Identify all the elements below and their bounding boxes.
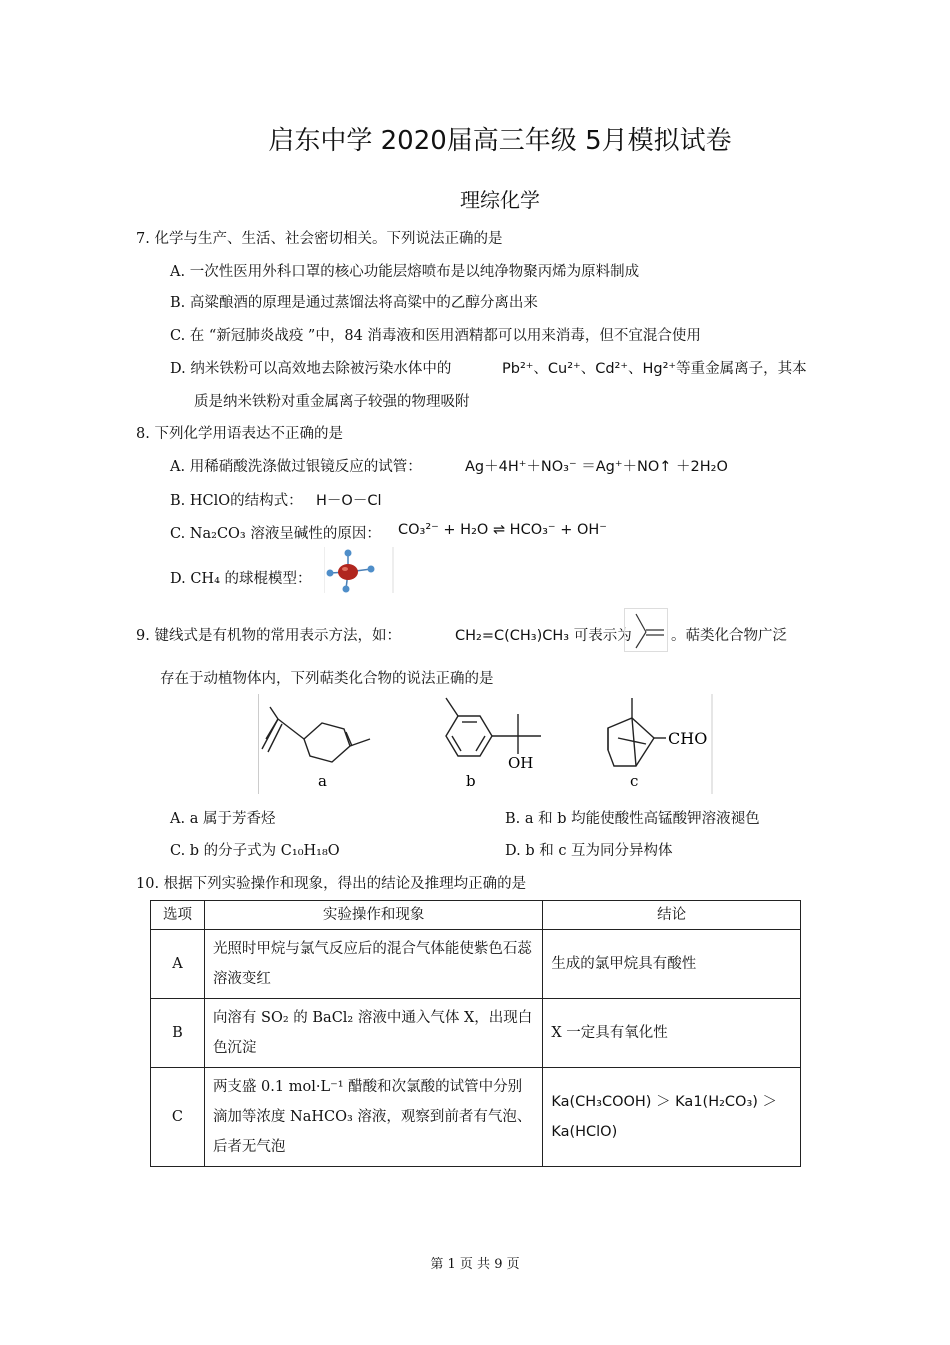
header-operation: 实验操作和现象 (204, 901, 542, 930)
row-b-operation: 向溶有 SO₂ 的 BaCl₂ 溶液中通入气体 X，出现白色沉淀 (204, 999, 542, 1068)
row-c-conclusion: Ka(CH₃COOH) ＞ Ka1(H₂CO₃) ＞ Ka(HClO) (543, 1068, 801, 1167)
ch4-ball-stick-model (324, 547, 394, 593)
experiment-table (150, 900, 801, 1167)
row-a-operation: 光照时甲烷与氯气反应后的混合气体能使紫色石蕊溶液变红 (204, 930, 542, 999)
q7-option-c: C. 在 “新冠肺炎战疫 ”中，84 消毒液和医用酒精都可以用来消毒，但不宜混合使用 (170, 328, 701, 344)
row-c-operation: 两支盛 0.1 mol·L⁻¹ 醋酸和次氯酸的试管中分别滴加等浓度 NaHCO₃ 溶液，观察到前者有气泡、后者无气泡 (204, 1068, 542, 1167)
terpene-structures-figure (258, 694, 713, 794)
table-row (151, 999, 801, 1068)
q9-stem-part2: 。萜类化合物广泛 (671, 628, 787, 644)
label-c: c (630, 772, 639, 790)
q9-option-a: A. a 属于芳香烃 (170, 811, 276, 827)
q8-option-a-equation: Ag＋4H⁺＋NO₃⁻ ＝Ag⁺＋NO↑ ＋2H₂O (465, 459, 728, 475)
header-conclusion: 结论 (543, 901, 801, 930)
q7-option-b: B. 高粱酿酒的原理是通过蒸馏法将高粱中的乙醇分离出来 (170, 295, 538, 311)
q8-option-b-formula: H－O－Cl (316, 493, 382, 509)
exam-subtitle: 理综化学 (460, 188, 540, 212)
q9-option-c: C. b 的分子式为 C₁₀H₁₈O (170, 843, 340, 859)
q7-option-a: A. 一次性医用外科口罩的核心功能层熔喷布是以纯净物聚丙烯为原料制成 (170, 264, 640, 280)
structure-a (262, 707, 370, 762)
q7-option-d-ions: Pb²⁺、Cu²⁺、Cd²⁺、Hg²⁺等重金属离子，其本 (502, 361, 807, 377)
row-b-conclusion: X 一定具有氧化性 (543, 999, 801, 1068)
q7-option-d-line1: D. 纳米铁粉可以高效地去除被污染水体中的 (170, 361, 452, 377)
structure-b (446, 698, 541, 756)
table-row (151, 930, 801, 999)
row-a-option: A (151, 930, 205, 999)
q9-stem-line2: 存在于动植物体内，下列萜类化合物的说法正确的是 (160, 671, 494, 687)
q8-stem: 8. 下列化学用语表达不正确的是 (136, 426, 343, 442)
row-b-option: B (151, 999, 205, 1068)
q8-option-c-label: C. Na₂CO₃ 溶液呈碱性的原因： (170, 526, 381, 542)
q9-stem-formula: CH₂=C(CH₃)CH₃ 可表示为 (455, 628, 632, 644)
label-cho: CHO (668, 729, 708, 748)
q8-option-a-label: A. 用稀硝酸洗涤做过银镜反应的试管： (170, 459, 422, 475)
label-b: b (466, 772, 476, 790)
q10-stem: 10. 根据下列实验操作和现象，得出的结论及推理均正确的是 (136, 876, 527, 892)
q8-option-d-label: D. CH₄ 的球棍模型： (170, 571, 312, 587)
q7-option-d-line2: 质是纳米铁粉对重金属离子较强的物理吸附 (194, 394, 470, 410)
exam-title: 启东中学 2020届高三年级 5月模拟试卷 (268, 126, 732, 156)
q8-option-c-equation: CO₃²⁻ + H₂O ⇌ HCO₃⁻ + OH⁻ (398, 522, 607, 538)
isobutene-skeletal-formula (624, 608, 668, 652)
q9-stem-part1: 9. 键线式是有机物的常用表示方法，如： (136, 628, 401, 644)
table-row (151, 1068, 801, 1167)
q9-option-b: B. a 和 b 均能使酸性高锰酸钾溶液褪色 (505, 811, 760, 827)
q8-option-b-label: B. HClO的结构式： (170, 493, 303, 509)
label-oh: OH (508, 754, 534, 772)
row-c-option: C (151, 1068, 205, 1167)
q9-option-d: D. b 和 c 互为同分异构体 (505, 843, 673, 859)
q7-stem: 7. 化学与生产、生活、社会密切相关。下列说法正确的是 (136, 231, 503, 247)
table-header-row (151, 901, 801, 930)
structure-c (608, 698, 666, 766)
row-a-conclusion: 生成的氯甲烷具有酸性 (543, 930, 801, 999)
label-a: a (318, 772, 327, 790)
header-option: 选项 (151, 901, 205, 930)
page-footer: 第 1 页 共 9 页 (430, 1257, 520, 1272)
